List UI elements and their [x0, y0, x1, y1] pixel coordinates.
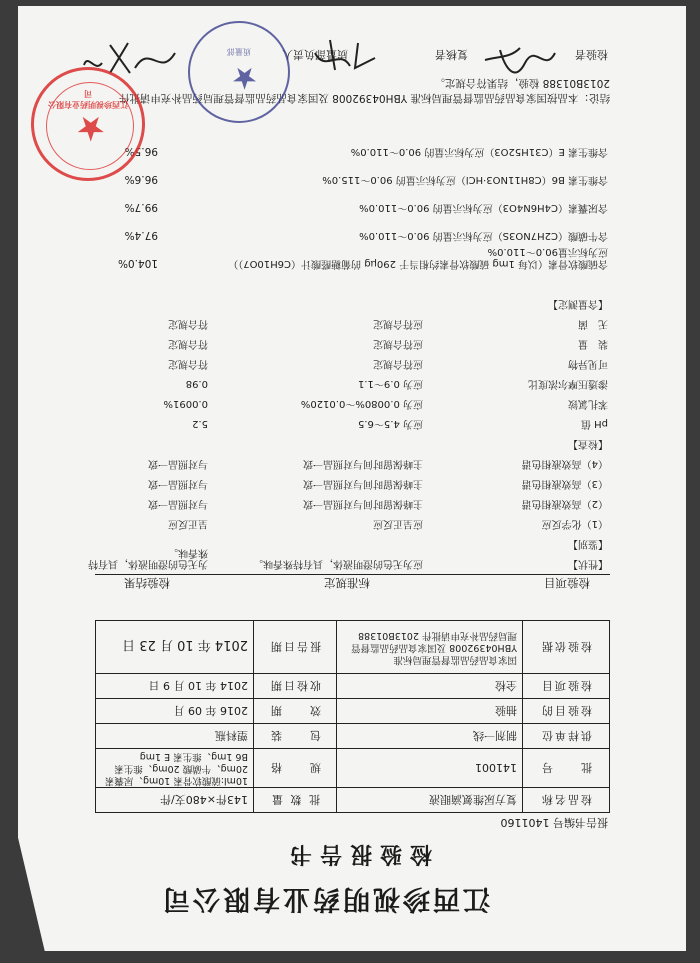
row-result: 呈正反应	[168, 518, 208, 529]
table-row	[93, 351, 608, 369]
assay-row	[88, 159, 608, 185]
row-standard: 应符合规定	[373, 318, 423, 329]
checker-signature	[470, 38, 560, 78]
row-item: 无 菌	[578, 318, 608, 329]
item-value: 全检	[337, 674, 523, 699]
table-row	[93, 331, 608, 349]
row-item: 【含量测定】	[548, 298, 608, 309]
basis-label: 检验依据	[523, 621, 610, 674]
results-header	[95, 574, 610, 591]
purpose-label: 检验目的	[523, 699, 610, 724]
seal-star-icon: ★	[75, 108, 106, 148]
report-number-value: 1401160	[500, 816, 550, 829]
table-row	[93, 311, 608, 329]
row-standard: 应符合规定	[373, 358, 423, 369]
validity-label: 效 期	[254, 699, 337, 724]
header-item: 检验项目	[544, 576, 590, 590]
row-item: 苯扎氯铵	[568, 398, 608, 409]
row-result: 与对照品一致	[148, 478, 208, 489]
table-row	[93, 391, 608, 409]
qa-label: 质量部负责人	[282, 48, 348, 61]
conclusion: 结论：本品按国家食品药品监督管理局标准 YBH04392008 及国家食品药品监督管理局药品补充申请批件 2013B01388 检验，结果符合规定。	[118, 77, 610, 104]
spec-label: 规 格	[254, 749, 337, 788]
supplier-value: 制剂一线	[337, 724, 523, 749]
row-result: 符合规定	[168, 338, 208, 349]
quality-seal-star-icon: ★	[231, 60, 258, 95]
report-date-value: 2014 年 10 月 23 日	[96, 621, 254, 674]
purpose-value: 抽验	[337, 699, 523, 724]
report-date-label: 报告日期	[254, 621, 337, 674]
table-row	[93, 491, 608, 509]
row-result: 0.98	[185, 378, 208, 389]
row-result: 与对照品一致	[148, 498, 208, 509]
row-standard: 主峰保留时间与对照品一致	[303, 458, 423, 469]
row-item: （4）高效液相色谱	[521, 458, 608, 469]
row-item: pH 值	[580, 418, 608, 429]
checker-label: 检验者	[575, 48, 608, 61]
row-standard: 应呈正反应	[373, 518, 423, 529]
table-row	[93, 471, 608, 489]
assay-row	[88, 243, 608, 269]
receive-date-label: 收检日期	[254, 674, 337, 699]
assay-text: 含尿囊素（C4H6N4O3）应为标示量的 90.0～110.0%	[359, 202, 608, 213]
supplier-label: 供样单位	[523, 724, 610, 749]
assay-result: 97.4%	[124, 229, 158, 241]
row-item: 【检查】	[568, 438, 608, 449]
report-number-label: 报告书编号	[553, 816, 608, 829]
row-item: 【性状】	[568, 558, 608, 569]
table-row	[93, 511, 608, 529]
assay-row	[88, 131, 608, 157]
table-row	[93, 291, 608, 309]
info-table	[95, 620, 610, 813]
table-row	[93, 451, 608, 469]
row-item: 渗透压摩尔浓度比	[528, 378, 608, 389]
product-label: 检品名称	[523, 788, 610, 813]
row-item: （2）高效液相色谱	[521, 498, 608, 509]
assay-text: 含维生素 B6（C8H11NO3·HCl）应为标示量的 90.0～115.0%	[322, 174, 608, 185]
table-row	[93, 431, 608, 449]
row-result: 与对照品一致	[148, 458, 208, 469]
reviewer-label: 复核者	[435, 48, 468, 61]
company-seal	[31, 67, 145, 181]
row-result: 符合规定	[168, 358, 208, 369]
row-result: 0.0091%	[163, 398, 208, 409]
table-row	[93, 371, 608, 389]
qty-value: 143件×480支/件	[96, 788, 254, 813]
header-result: 检验结果	[124, 576, 170, 590]
assay-text: 含维生素 E（C31H52O3）应为标示量的 90.0～110.0%	[350, 146, 608, 157]
batch-value: 141001	[337, 749, 523, 788]
row-standard: 应为 0.0080%～0.0120%	[300, 398, 423, 409]
basis-value: 国家食品药品监督管理局标准 YBH04392008 及国家食品药品监督管理局药品补充申请批件 2013B01388	[337, 621, 523, 674]
header-standard: 标准规定	[324, 576, 370, 590]
assay-result: 104.0%	[117, 257, 158, 269]
quality-seal	[188, 21, 290, 123]
row-item: 【鉴别】	[568, 538, 608, 549]
assay-row	[88, 187, 608, 213]
row-item: 装 量	[578, 338, 608, 349]
row-standard: 主峰保留时间与对照品一致	[303, 478, 423, 489]
assay-text: 含牛磺酸（C2H7NO3S）应为标示量的 90.0～110.0%	[359, 230, 608, 241]
row-result: 符合规定	[168, 318, 208, 329]
batch-label: 批 号	[523, 749, 610, 788]
assay-result: 96.5%	[124, 145, 158, 157]
reviewer-signature	[300, 38, 380, 78]
table-row	[93, 531, 608, 549]
spec-value: 10ml:硫酸软骨素 10mg、尿囊素 20mg、牛磺酸 20mg、维生素 B6 1mg、维生素 E 1mg	[96, 749, 254, 788]
assay-result: 96.6%	[124, 173, 158, 185]
row-standard: 主峰保留时间与对照品一致	[303, 498, 423, 509]
row-standard: 应为 0.9～1.1	[358, 378, 423, 389]
assay-result: 99.7%	[124, 201, 158, 213]
validity-value: 2016 年 09 月	[96, 699, 254, 724]
report-subtitle: 检验报告书	[281, 841, 432, 867]
row-standard: 应为无色的澄明液体，具有特殊香味。	[253, 558, 423, 569]
row-standard: 应为 4.5～6.5	[358, 418, 423, 429]
row-item: （1）化学反应	[541, 518, 608, 529]
seal-text: 江西珍视明药业有限公司	[48, 89, 128, 109]
product-value: 复方尿维氨滴眼液	[337, 788, 523, 813]
item-label: 检验项目	[523, 674, 610, 699]
row-item: （3）高效液相色谱	[521, 478, 608, 489]
quality-seal-text: 质量部	[227, 47, 251, 56]
table-row	[93, 411, 608, 429]
table-row	[88, 547, 608, 569]
report-number	[501, 815, 609, 831]
row-item: 可见异物	[568, 358, 608, 369]
assay-text: 含硫酸软骨素（以每 1mg 硫酸软骨素约相当于 290μg 的葡糖醛酸计（C6H10O7））应为标示量90.0～110.0%	[228, 246, 608, 269]
row-result: 5.2	[192, 418, 208, 429]
row-result: 为无色的澄明液体，具有特殊香味。	[88, 547, 208, 569]
company-title: 江西珍视明药业有限公司	[160, 883, 490, 914]
assay-row	[88, 215, 608, 241]
qty-label: 批 数 量	[254, 788, 337, 813]
receive-date-value: 2014 年 10 月 9 日	[96, 674, 254, 699]
pack-value: 塑料瓶	[96, 724, 254, 749]
pack-label: 包 装	[254, 724, 337, 749]
row-standard: 应符合规定	[373, 338, 423, 349]
